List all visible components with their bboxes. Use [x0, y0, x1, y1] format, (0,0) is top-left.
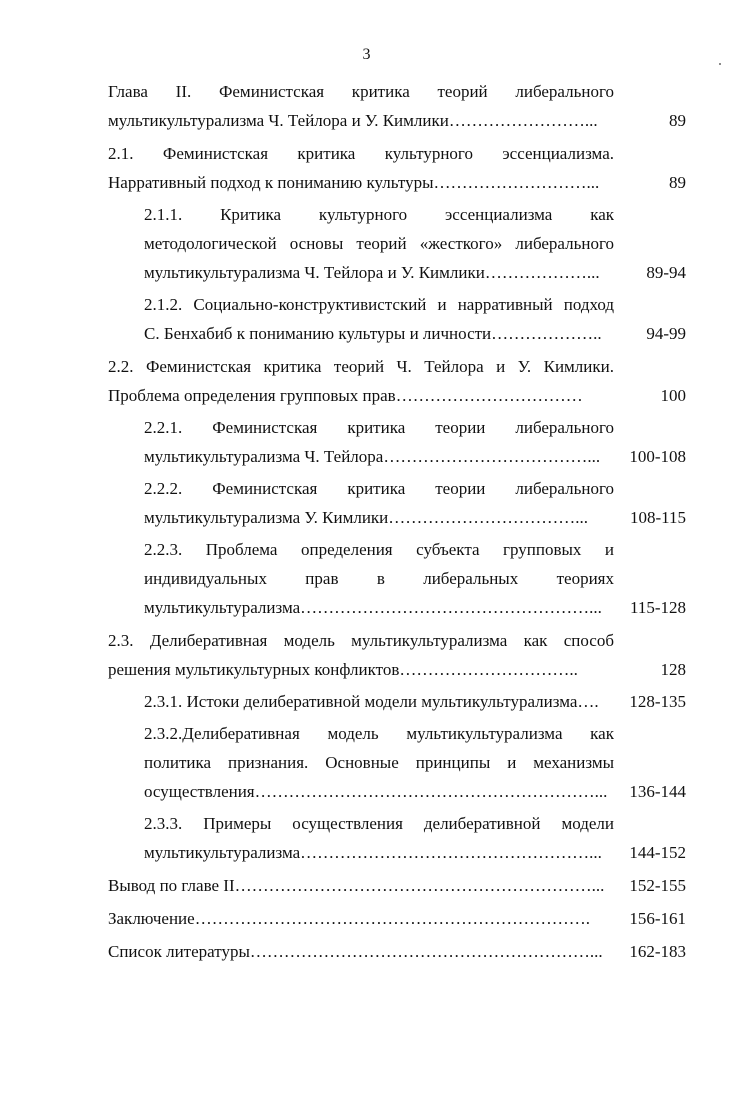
toc-entry: [108, 290, 686, 348]
toc-entry: [108, 474, 686, 532]
toc-entry: [108, 719, 686, 806]
toc-entry-line: мультикультурализма……………………………………………...: [144, 843, 602, 862]
page-number: 3: [362, 46, 371, 63]
toc-entry-title: [144, 719, 614, 806]
toc-entry-line: Список литературы……………………………………………………...: [108, 942, 603, 961]
toc-entry: [108, 352, 686, 410]
toc-entry-line: 2.3.2.Делиберативная модель мультикультурализма как: [144, 724, 614, 743]
toc-entry-line: 2.2.1. Феминистская критика теории либерального: [144, 418, 614, 437]
toc-entry: [108, 687, 686, 716]
toc-entry-pages: 89: [669, 173, 686, 192]
toc-entry-title: [144, 290, 614, 348]
toc-entry-title: [108, 904, 614, 933]
toc-entry-line: мультикультурализма……………………………………………...: [144, 598, 602, 617]
toc-entry-line: Вывод по главе II………………………………………………………...: [108, 876, 605, 895]
toc-entry-line: 2.2. Феминистская критика теорий Ч. Тейлора и У. Кимлики.: [108, 357, 614, 376]
toc-entry-pages: 108-115: [629, 508, 686, 527]
toc-entry: [108, 809, 686, 867]
toc-entry-line: 2.2.2. Феминистская критика теории либерального: [144, 479, 614, 498]
toc-entry-line: 2.2.3. Проблема определения субъекта групповых и: [144, 540, 614, 559]
toc-entry: [108, 626, 686, 684]
stray-mark: [719, 63, 721, 65]
toc-entry-line: мультикультурализма У. Кимлики……………………………...: [144, 508, 589, 527]
toc-entry-title: [108, 352, 614, 410]
toc-entry-title: [108, 937, 614, 966]
toc-entry-line: 2.1.2. Социально-конструктивистский и нарративный подход: [144, 295, 614, 314]
toc-entry-line: 2.1.1. Критика культурного эссенциализма как: [144, 205, 614, 224]
toc-entry-line: методологической основы теорий «жесткого» либерального: [144, 234, 614, 253]
toc-entry-pages: 100: [660, 386, 686, 405]
toc-entry-line: политика признания. Основные принципы и механизмы: [144, 753, 614, 772]
toc-entry-line: мультикультурализма Ч. Тейлора и У. Кимлики………………...: [144, 263, 600, 282]
toc-entry-title: [108, 139, 614, 197]
toc-entry-title: [144, 200, 614, 287]
toc-entry-pages: 89: [669, 111, 686, 130]
toc-entry-line: мультикультурализма Ч. Тейлора и У. Кимлики……………………...: [108, 111, 598, 130]
toc-entry-line: мультикультурализма Ч. Тейлора………………………………...: [144, 447, 601, 466]
toc-entry-line: 2.3.3. Примеры осуществления делиберативной модели: [144, 814, 614, 833]
toc-entry-title: [144, 474, 614, 532]
toc-entry: [108, 871, 686, 900]
toc-entry-pages: 128: [660, 660, 686, 679]
toc-entry-pages: 94-99: [646, 324, 686, 343]
toc-entry: [108, 139, 686, 197]
toc-entry: [108, 413, 686, 471]
toc-entry-title: [108, 77, 614, 135]
toc-entry-pages: 144-152: [629, 843, 686, 862]
toc-entry-line: Нарративный подход к пониманию культуры………………………...: [108, 173, 600, 192]
toc-entry: [108, 904, 686, 933]
toc-entry-title: [144, 687, 614, 716]
toc-entry: [108, 937, 686, 966]
toc-entry-pages: 162-183: [629, 942, 686, 961]
toc-entry-line: индивидуальных прав в либеральных теориях: [144, 569, 614, 588]
toc-entry: [108, 200, 686, 287]
toc-entry-pages: 156-161: [629, 909, 686, 928]
toc-entry-pages: 152-155: [629, 876, 686, 895]
table-of-contents: [108, 77, 686, 969]
toc-entry-line: Проблема определения групповых прав……………………………: [108, 386, 583, 405]
toc-entry: [108, 77, 686, 135]
toc-entry-title: [144, 809, 614, 867]
toc-entry-title: [108, 871, 614, 900]
toc-entry-title: [144, 535, 614, 622]
toc-entry-title: [144, 413, 614, 471]
toc-entry-line: 2.3.1. Истоки делиберативной модели мультикультурализма….: [144, 692, 599, 711]
toc-entry-line: Заключение…………………………………………………………….: [108, 909, 590, 928]
toc-entry-pages: 100-108: [629, 447, 686, 466]
toc-entry-title: [108, 626, 614, 684]
toc-entry-line: решения мультикультурных конфликтов…………………………..: [108, 660, 578, 679]
toc-entry-pages: 128-135: [629, 692, 686, 711]
toc-entry-line: осуществления……………………………………………………...: [144, 782, 608, 801]
toc-entry-line: С. Бенхабиб к пониманию культуры и личности………………..: [144, 324, 602, 343]
toc-entry-pages: 89-94: [646, 263, 686, 282]
toc-entry-pages: 136-144: [629, 782, 686, 801]
toc-entry-line: 2.1. Феминистская критика культурного эссенциализма.: [108, 144, 614, 163]
toc-entry-line: Глава II. Феминистская критика теорий либерального: [108, 82, 614, 101]
toc-entry: [108, 535, 686, 622]
toc-entry-line: 2.3. Делиберативная модель мультикультурализма как способ: [108, 631, 614, 650]
toc-entry-pages: 115-128: [629, 598, 686, 617]
